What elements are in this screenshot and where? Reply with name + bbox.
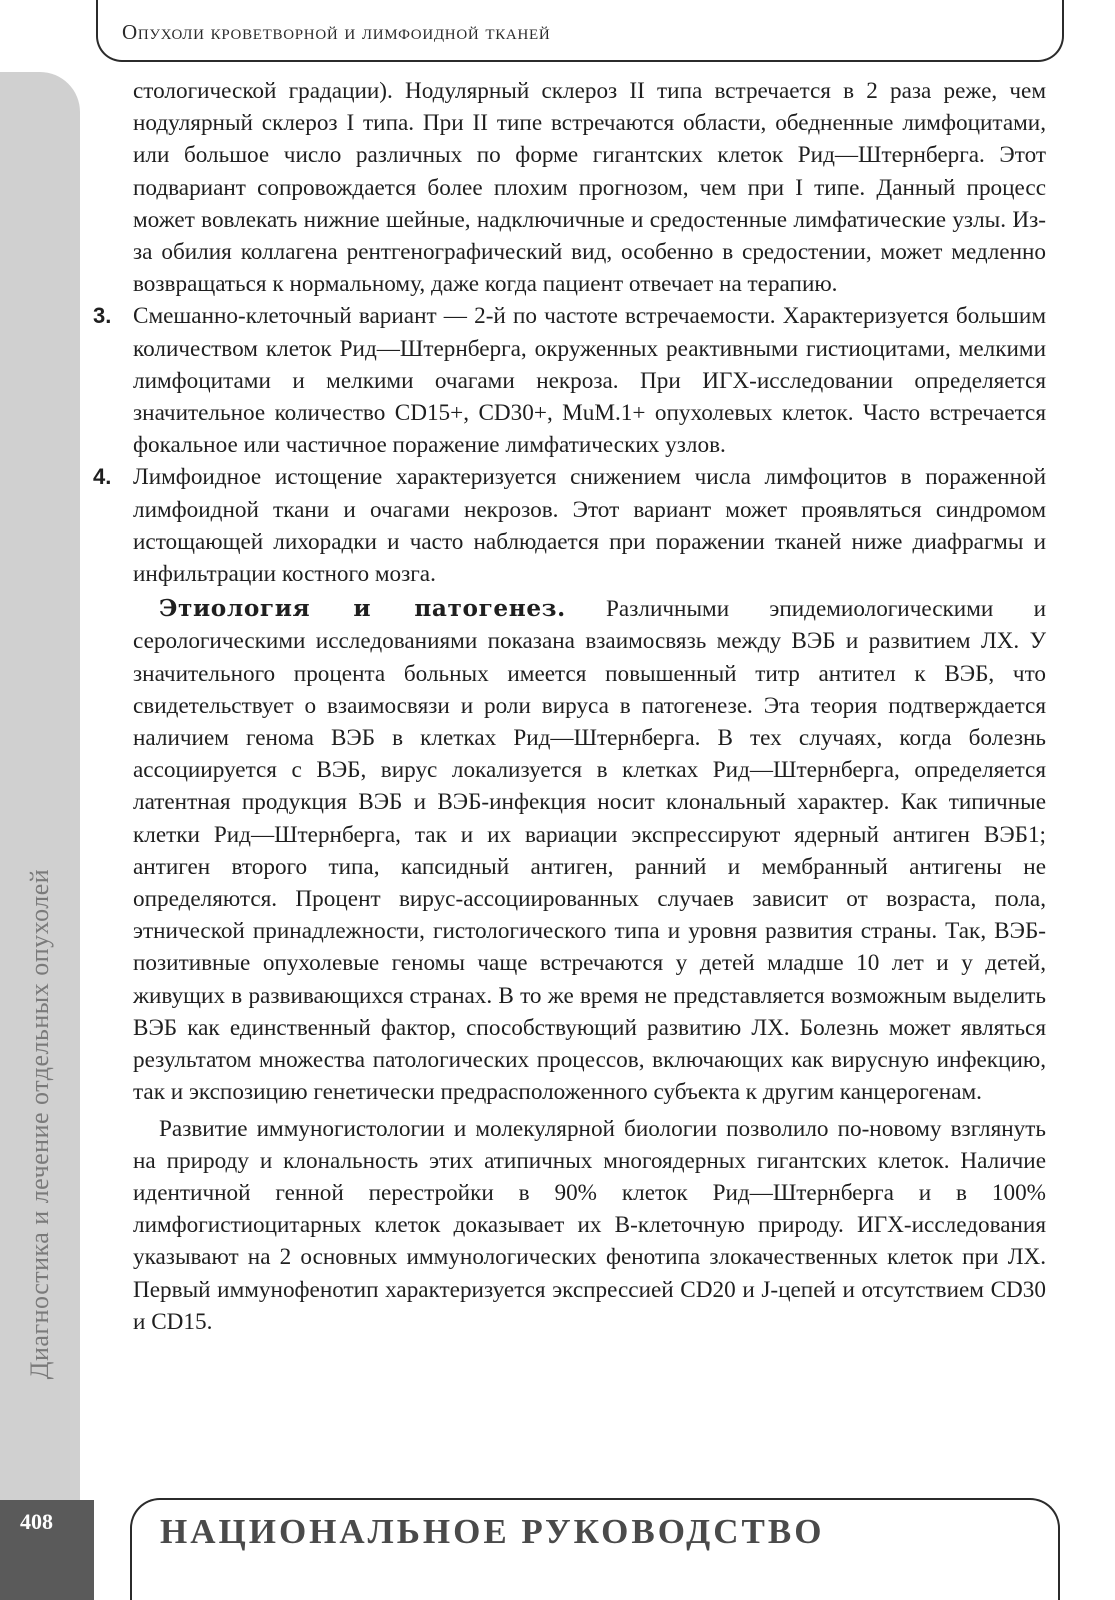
etiology-text: Различными эпидемиологическими и серологическими исследованиями показана взаимосвязь между ВЭБ и развитием ЛХ. У значительного процента больных имеется повышенный титр антител к ВЭБ, что свидетельствует о взаимосвязи и роли вируса в патогенезе. Эта теория подтверждается наличием генома ВЭБ в клетках Рид—Штернберга. В тех случаях, когда болезнь ассоциируется с ВЭБ, вирус локализуется в клетках Рид—Штернберга, определяется латентная продукция ВЭБ и ВЭБ-инфекция носит клональный характер. Как типичные клетки Рид—Штернберга, так и их вариации экспрессируют ядерный антиген ВЭБ1; антиген второго типа, капсидный антиген, ранний и мембранный антигены не определяются. Процент вирус-ассоциированных случаев зависит от возраста, пола, этнической принадлежности, гистологического типа и уровня развития страны. Так, ВЭБ-позитивные опухолевые геномы чаще встречаются у детей младше 10 лет и у детей, живущих в развивающихся странах. В то же время не представляется возможным выделить ВЭБ как единственный фактор, способствующий развитию ЛХ. Болезнь может являться результатом множества патологических процессов, включающих как вирусную инфекцию, так и экспозицию генетически предрасположенного субъекта к другим канцерогенам. [133, 596, 1046, 1106]
running-header-title: Опухоли кроветворной и лимфоидной тканей [122, 20, 551, 44]
main-text [93, 75, 1046, 1338]
page-number: 408 [20, 1509, 53, 1534]
list-item [93, 461, 1046, 590]
list-item-text: Лимфоидное истощение характеризуется снижением числа лимфоцитов в пораженной лимфоидной ткани и очагами некрозов. Этот вариант может проявляться синдромом истощающей лихорадки и часто наблюдается при поражении тканей ниже диафрагмы и инфильтрации костного мозга. [133, 464, 1046, 588]
sidebar-section-title: Диагностика и лечение отдельных опухолей [25, 868, 54, 1380]
list-item [93, 300, 1046, 461]
list-item-text: Смешанно-клеточный вариант — 2-й по частоте встречаемости. Характеризуется большим количеством клеток Рид—Штернберга, окруженных реактивными гистиоцитами, мелкими лимфоцитами и мелкими очагами некроза. При ИГХ-исследовании определяется значительное количество CD15+, CD30+, MuM.1+ опухолевых клеток. Часто встречается фокальное или частичное поражение лимфатических узлов. [133, 303, 1046, 459]
continuation-paragraph: стологической градации). Нодулярный склероз II типа встречается в 2 раза реже, чем нодулярный склероз I типа. При II типе встречаются области, обедненные лимфоцитами, или большое число различных по форме гигантских клеток Рид—Штернберга. Этот подвариант сопровождается более плохим прогнозом, чем при I типе. Данный процесс может вовлекать нижние шейные, надключичные и средостенные лимфатические узлы. Из-за обилия коллагена рентгенографический вид, особенно в средостении, может медленно возвращаться к нормальному, даже когда пациент отвечает на терапию. [133, 78, 1046, 298]
last-paragraph: Развитие иммуногистологии и молекулярной биологии позволило по-новому взглянуть на природу и клональность этих атипичных многоядерных гигантских клеток. Наличие идентичной генной перестройки в 90% клеток Рид—Штернберга и в 100% лимфогистиоцитарных клеток доказывает их В-клеточную природу. ИГХ-исследования указывают на 2 основных иммунологических фенотипа злокачественных клеток при ЛХ. Первый иммунофенотип характеризуется экспрессией CD20 и J-цепей и отсутствием CD30 и CD15. [133, 1115, 1046, 1335]
etiology-heading: Этиология и патогенез. [159, 595, 566, 623]
footer-title: НАЦИОНАЛЬНОЕ РУКОВОДСТВО [160, 1512, 825, 1551]
list-item-number: 3. [93, 303, 112, 329]
list-item-number: 4. [93, 464, 112, 490]
etiology-paragraph [133, 593, 1046, 1108]
